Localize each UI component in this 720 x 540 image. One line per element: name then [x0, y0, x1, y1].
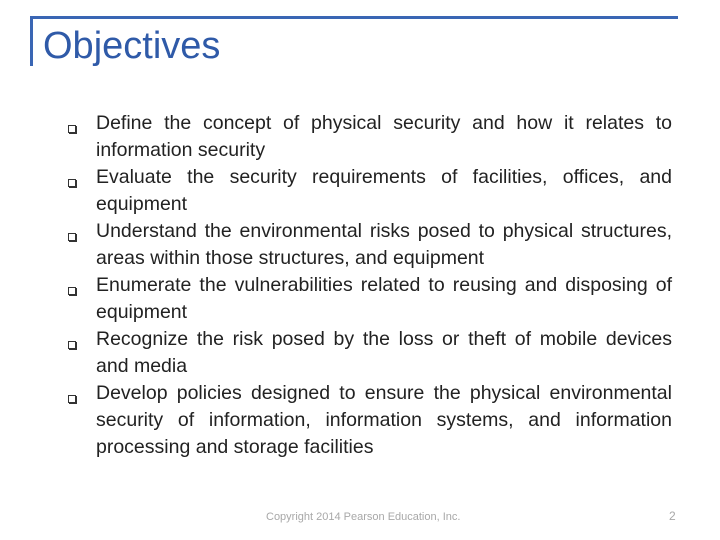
slide-number: 2 — [669, 509, 676, 523]
hollow-square-bullet-icon — [68, 218, 96, 246]
slide-title: Objectives — [43, 25, 221, 67]
objective-text: Recognize the risk posed by the loss or theft of mobile devices and media — [96, 328, 672, 377]
objective-text: Develop policies designed to ensure the physical environmental security of information, information systems, and information processing and storage facilities — [96, 382, 672, 458]
objective-text: Evaluate the security requirements of facilities, offices, and equipment — [96, 166, 672, 215]
objectives-list — [68, 110, 672, 461]
hollow-square-bullet-icon — [68, 110, 96, 138]
objective-text: Enumerate the vulnerabilities related to reusing and disposing of equipment — [96, 274, 672, 323]
hollow-square-bullet-icon — [68, 272, 96, 300]
objective-text: Define the concept of physical security and how it relates to information security — [96, 112, 672, 161]
title-frame-top-line — [30, 16, 678, 19]
objective-item — [68, 272, 672, 326]
hollow-square-bullet-icon — [68, 380, 96, 408]
objective-item — [68, 380, 672, 461]
title-frame-left-line — [30, 16, 33, 66]
footer-copyright: Copyright 2014 Pearson Education, Inc. — [266, 511, 461, 523]
objective-item — [68, 164, 672, 218]
hollow-square-bullet-icon — [68, 164, 96, 192]
objective-item — [68, 326, 672, 380]
objective-item — [68, 218, 672, 272]
hollow-square-bullet-icon — [68, 326, 96, 354]
objective-text: Understand the environmental risks posed to physical structures, areas within those structures, and equipment — [96, 220, 672, 269]
objective-item — [68, 110, 672, 164]
